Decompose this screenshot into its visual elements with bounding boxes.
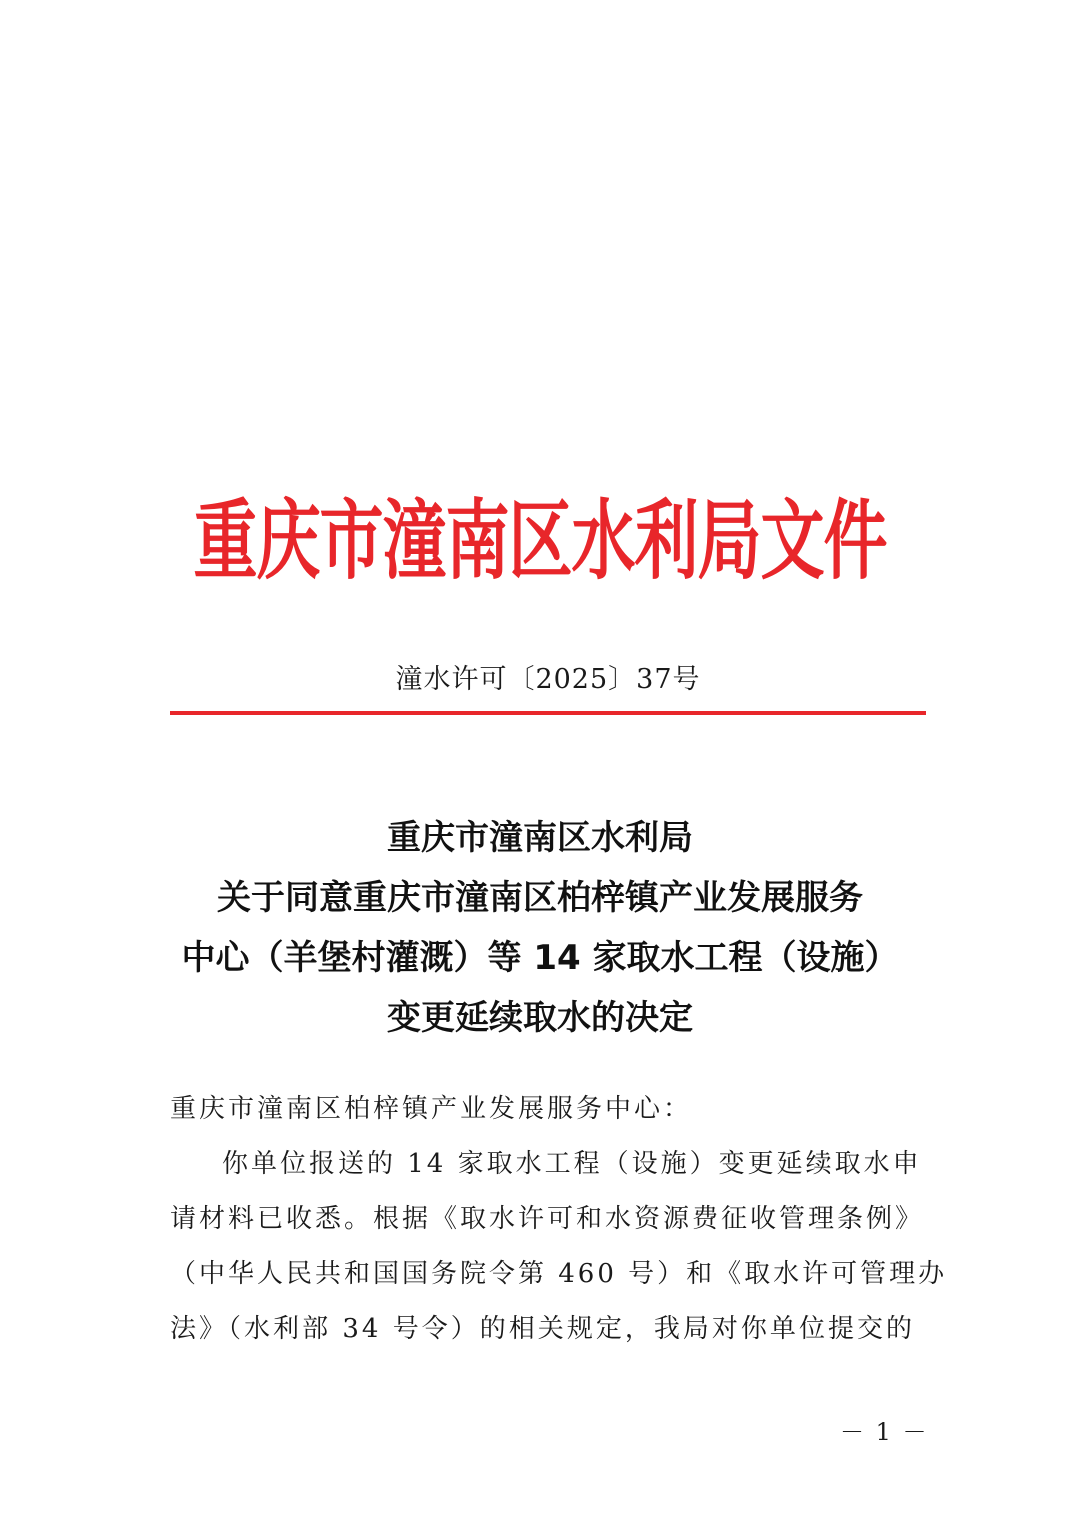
document-number: 潼水许可〔2025〕37号 [395,664,701,695]
red-divider-rule [170,711,926,715]
paragraph-line: （中华人民共和国国务院令第 460 号）和《取水许可管理办 [170,1259,948,1289]
paragraph-line: 你单位报送的 14 家取水工程（设施）变更延续取水申 [222,1149,922,1179]
page-number: － 1 － [840,1418,929,1446]
title-line-2: 关于同意重庆市潼南区柏梓镇产业发展服务 [217,878,863,918]
document-body [170,1082,948,1357]
title-line-4: 变更延续取水的决定 [387,998,693,1038]
paragraph-line: 法》（水利部 34 号令）的相关规定，我局对你单位提交的 [170,1314,915,1344]
document-title [150,808,930,1048]
title-line-1: 重庆市潼南区水利局 [387,818,693,858]
salutation: 重庆市潼南区柏梓镇产业发展服务中心： [170,1094,693,1124]
title-line-3: 中心（羊堡村灌溉）等 14 家取水工程（设施） [181,938,899,978]
paragraph-line: 请材料已收悉。根据《取水许可和水资源费征收管理条例》 [170,1204,925,1234]
issuer-header: 重庆市潼南区水利局文件 [193,492,887,593]
